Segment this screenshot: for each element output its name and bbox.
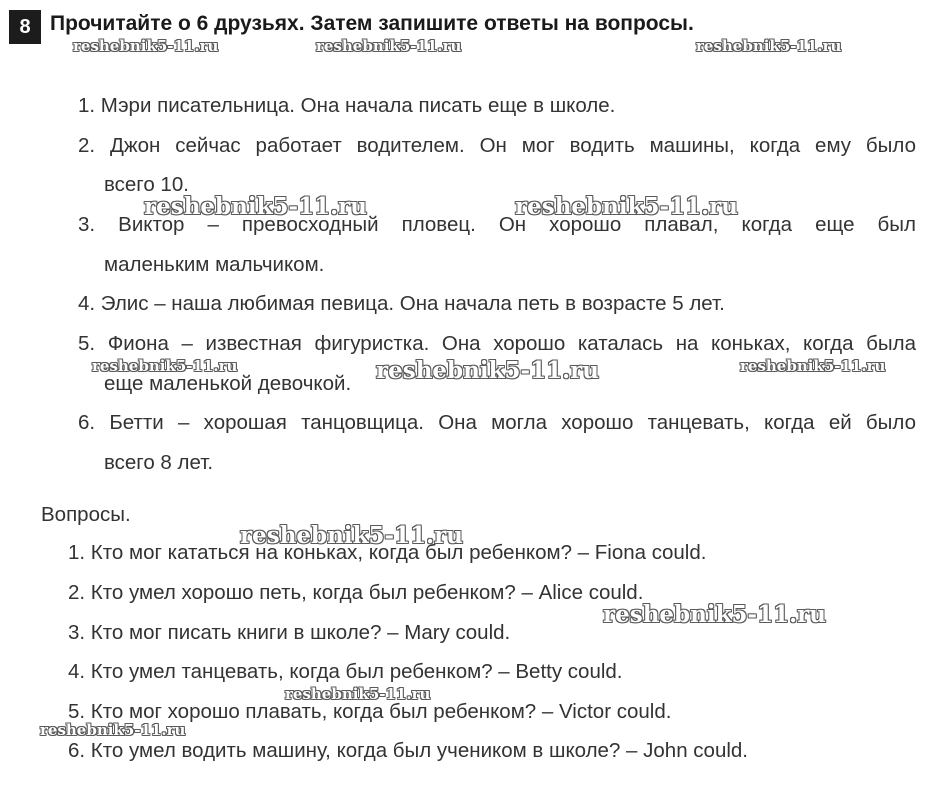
watermark: reshebnik5-11.ru [696,37,842,55]
watermark: reshebnik5-11.ru [73,37,219,55]
story-item-1: 1. Мэри писательница. Она начала писать еще в школе. [78,94,616,117]
question-2: 2. Кто умел хорошо петь, когда был ребенком? – Alice could. [68,581,644,604]
task-title: Прочитайте о 6 друзьях. Затем запишите ответы на вопросы. [50,12,694,35]
story-item-5-line-2: еще маленькой девочкой. [104,372,352,395]
question-4: 4. Кто умел танцевать, когда был ребенком? – Betty could. [68,660,623,683]
story-item-2-line-1: 2. Джон сейчас работает водителем. Он мог водить машины, когда ему было [78,134,916,157]
story-item-2-line-2: всего 10. [104,173,189,196]
story-item-3-line-1: 3. Виктор – превосходный пловец. Он хорошо плавал, когда еще был [78,213,916,236]
watermark: reshebnik5-11.ru [740,357,886,375]
question-6: 6. Кто умел водить машину, когда был учеником в школе? – John could. [68,739,749,762]
story-item-4: 4. Элис – наша любимая певица. Она начала петь в возрасте 5 лет. [78,292,725,315]
watermark: reshebnik5-11.ru [376,357,599,384]
watermark: reshebnik5-11.ru [92,357,238,375]
watermark: reshebnik5-11.ru [316,37,462,55]
story-item-6-line-1: 6. Бетти – хорошая танцовщица. Она могла хорошо танцевать, когда ей было [78,411,916,434]
watermark: reshebnik5-11.ru [515,193,738,220]
question-3: 3. Кто мог писать книги в школе? – Mary could. [68,621,511,644]
task-number-badge: 8 [9,10,41,44]
watermark: reshebnik5-11.ru [40,721,186,739]
question-5: 5. Кто мог хорошо плавать, когда был ребенком? – Victor could. [68,700,672,723]
questions-heading: Вопросы. [41,503,131,526]
question-1: 1. Кто мог кататься на коньках, когда был ребенком? – Fiona could. [68,541,707,564]
story-item-5-line-1: 5. Фиона – известная фигуристка. Она хорошо каталась на коньках, когда была [78,332,916,355]
story-item-6-line-2: всего 8 лет. [104,451,214,474]
watermark: reshebnik5-11.ru [240,522,463,549]
story-item-3-line-2: маленьким мальчиком. [104,253,325,276]
watermark: reshebnik5-11.ru [285,685,431,703]
watermark: reshebnik5-11.ru [144,193,367,220]
watermark: reshebnik5-11.ru [603,601,826,628]
